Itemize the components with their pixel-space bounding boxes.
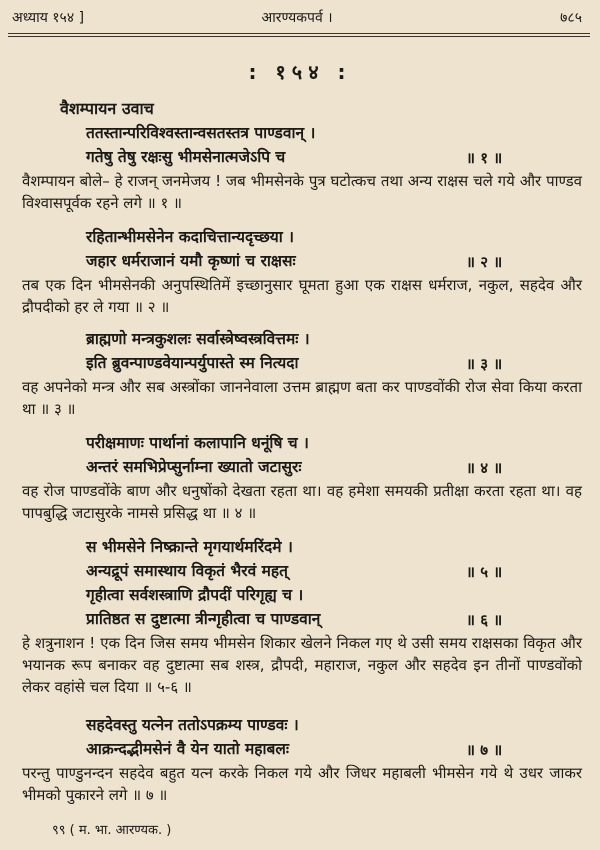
- verse-line: जहार धर्मराजानं यमौ कृष्णां च राक्षसः: [86, 252, 296, 270]
- translation-paragraph: वैशम्पायन बोले– हे राजन् जनमेजय ! जब भीमसेनके पुत्र घटोत्कच तथा अन्य राक्षस चले गये और पाण्डव विश्वासपूर्वक रहने लगे ॥ १ ॥: [22, 172, 582, 212]
- verse-line: ततस्तान्परिविश्वस्तान्वसतस्तत्र पाण्डवान् ।: [86, 124, 316, 142]
- verse-line: आक्रन्दद्भीमसेनं वै येन यातो महाबलः: [86, 740, 290, 758]
- translation-paragraph: वह अपनेको मन्त्र और सब अस्त्रोंका जाननेवाला उत्तम ब्राह्मण बता कर पाण्डवोंकी रोज सेवा किया करता था ॥ ३ ॥: [22, 378, 582, 418]
- translation-paragraph: तब एक दिन भीमसेनकी अनुपस्थितिमें इच्छानुसार घूमता हुआ एक राक्षस धर्मराज, नकुल, सहदेव और द्रौपदीको हर ले गया ॥ २ ॥: [22, 276, 582, 316]
- verse-line: रहितान्भीमसेनेन कदाचित्तान्यदृच्छया ।: [86, 228, 295, 246]
- verse-line: अन्यद्रूपं समास्थाय विकृतं भैरवं महत्: [86, 562, 288, 580]
- verse-line: अन्तरं समभिप्रेप्सुर्नाम्ना ख्यातो जटासुरः: [86, 458, 302, 476]
- header-page-number: ७८५: [560, 10, 582, 26]
- verse-number: ॥ ४ ॥: [466, 459, 503, 477]
- verse-line: गृहीत्वा सर्वशस्त्राणि द्रौपदीं परिगृह्य च ।: [86, 586, 304, 604]
- verse-number: ॥ ६ ॥: [466, 611, 503, 629]
- verse-number: ॥ ५ ॥: [466, 563, 503, 581]
- translation-paragraph: परन्तु पाण्डुनन्दन सहदेव बहुत यत्न करके निकल गये और जिधर महाबली भीमसेन गये थे उधर जाकर भीमको पुकारने लगे ॥ ७ ॥: [22, 764, 582, 804]
- header-book-title: आरण्यकपर्व ।: [261, 10, 333, 26]
- header-rule-double: [8, 36, 590, 37]
- verse-line: स भीमसेने निष्क्रान्ते मृगयार्थमरिंदमे ।: [86, 538, 293, 556]
- verse-line: प्रातिष्ठत स दुष्टात्मा त्रीन्गृहीत्वा च पाण्डवान्: [86, 610, 321, 628]
- page-header: [12, 6, 582, 28]
- verse-line: ब्राह्मणो मन्त्रकुशलः सर्वास्त्रेष्वस्त्रवित्तमः ।: [86, 330, 310, 348]
- page-footer: ९९ ( म. भा. आरण्यक. ): [52, 823, 172, 838]
- verse-number: ॥ ३ ॥: [466, 355, 503, 373]
- verse-line: सहदेवस्तु यत्नेन ततोऽपक्रम्य पाण्डवः ।: [86, 716, 299, 734]
- verse-number: ॥ १ ॥: [466, 149, 503, 167]
- verse-line: गतेषु तेषु रक्षःसु भीमसेनात्मजेऽपि च: [86, 148, 286, 166]
- translation-paragraph: हे शत्रुनाशन ! एक दिन जिस समय भीमसेन शिकार खेलने निकल गए थे उसी समय राक्षसका विकृत और भयानक रूप बनाकर वह दुष्टात्मा सब शस्त्र, द्रौपदी, महाराज, नकुल और सहदेव इन तीनों पाण्डवोंको लेकर वहांसे चल दिया ॥ ५-६ ॥: [22, 634, 582, 696]
- verse-line: इति ब्रुवन्पाण्डवेयान्पर्युपास्ते स्म नित्यदा: [86, 354, 299, 372]
- verse-line: परीक्षमाणः पार्थानां कलापानि धनूंषि च ।: [86, 434, 309, 452]
- header-chapter-ref: अध्याय १५४ ]: [12, 10, 85, 26]
- header-rule: [8, 33, 590, 34]
- speaker-heading: वैशम्पायन उवाच: [60, 99, 154, 118]
- verse-number: ॥ २ ॥: [466, 253, 503, 271]
- verse-number: ॥ ७ ॥: [466, 741, 503, 759]
- chapter-title: : १५४ :: [248, 60, 352, 84]
- translation-paragraph: वह रोज पाण्डवोंके बाण और धनुषोंको देखता रहता था। वह हमेशा समयकी प्रतीक्षा करता रहता था। वह पापबुद्धि जटासुरके नामसे प्रसिद्ध था ॥ ४ ॥: [22, 482, 582, 522]
